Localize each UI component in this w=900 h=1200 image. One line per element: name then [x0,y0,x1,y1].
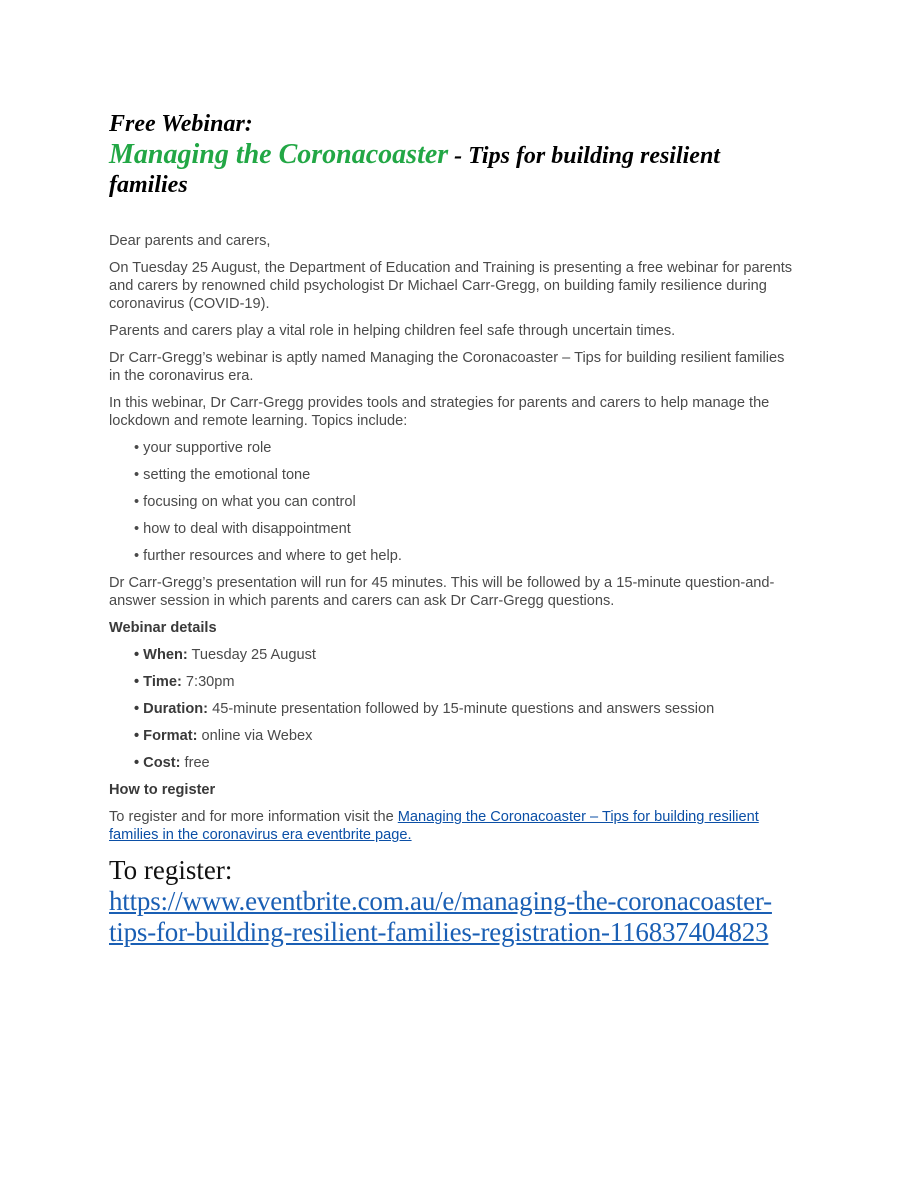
register-block [109,855,799,948]
url-line-1: https://www.eventbrite.com.au/e/managing-the-coronacoaster- [109,886,772,916]
details-list [109,646,799,772]
detail-when: • When: Tuesday 25 August [134,647,316,663]
paragraph-topics-intro: In this webinar, Dr Carr-Gregg provides tools and strategies for parents and carers to help manage the lockdown and remote learning. Topics include: [109,395,770,429]
detail-format: • Format: online via Webex [134,728,313,744]
title-rest: - Tips for building resilient families [109,143,720,198]
header-free-webinar: Free Webinar: [109,111,253,137]
registration-url-link[interactable] [109,886,799,948]
detail-duration: • Duration: 45-minute presentation followed by 15-minute questions and answers session [134,701,715,717]
topics-list [109,439,799,565]
eventbrite-page-link[interactable]: Managing the Coronacoaster – Tips for building resilient families in the coronavirus era eventbrite page. [109,809,759,843]
paragraph-title: Dr Carr-Gregg’s webinar is aptly named Managing the Coronacoaster – Tips for building resilient families in the coronavirus era. [109,350,785,384]
paragraph-intro: On Tuesday 25 August, the Department of Education and Training is presenting a free webinar for parents and carers by renowned child psychologist Dr Michael Carr-Gregg, on building family resilience during coronavirus (COVID-19). [109,260,793,312]
detail-time: • Time: 7:30pm [134,674,235,690]
register-label: To register: [109,855,233,885]
register-heading: How to register [109,782,216,798]
list-item: • your supportive role [134,440,272,456]
document-page [109,109,799,948]
paragraph-duration: Dr Carr-Gregg’s presentation will run for 45 minutes. This will be followed by a 15-minute question-and-answer session in which parents and carers can ask Dr Carr-Gregg questions. [109,575,775,609]
list-item: • how to deal with disappointment [134,521,351,537]
register-paragraph: To register and for more information visit the Managing the Coronacoaster – Tips for building resilient families in the coronavirus era eventbrite page. [109,809,759,843]
list-item: • setting the emotional tone [134,467,311,483]
paragraph-role: Parents and carers play a vital role in helping children feel safe through uncertain times. [109,323,676,339]
detail-cost: • Cost: free [134,755,210,771]
letter-body [109,232,799,844]
list-item: • focusing on what you can control [134,494,356,510]
greeting: Dear parents and carers, [109,233,271,249]
list-item: • further resources and where to get help. [134,548,402,564]
details-heading: Webinar details [109,620,217,636]
page-title [109,140,799,200]
title-green: Managing the Coronacoaster [109,139,449,170]
webinar-header [109,109,799,200]
url-line-2: tips-for-building-resilient-families-registration-116837404823 [109,917,769,947]
